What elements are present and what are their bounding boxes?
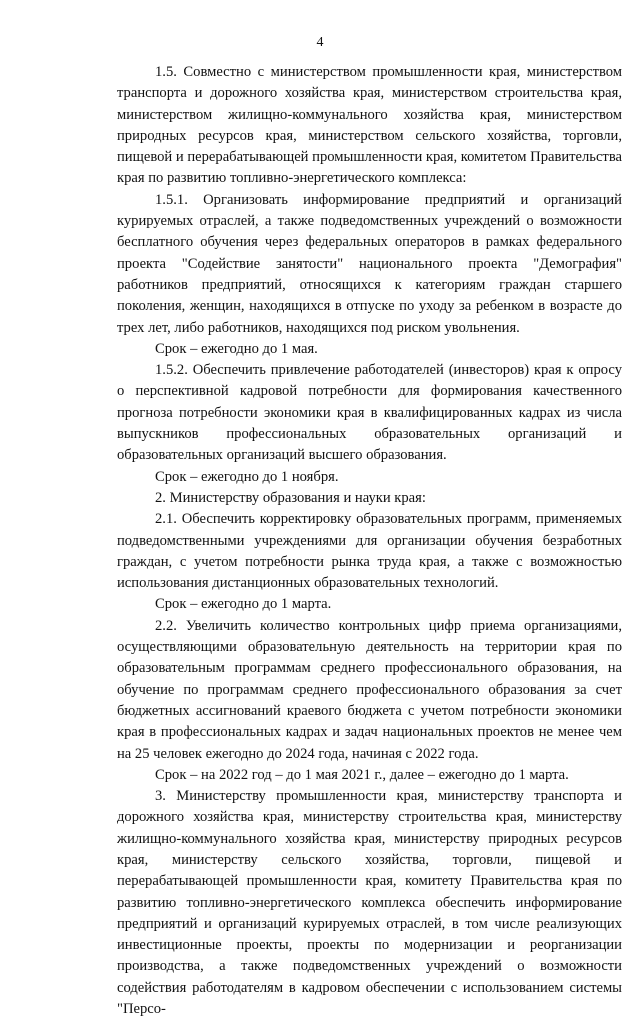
paragraph-1-5-1: 1.5.1. Организовать информирование предприятий и организаций курируемых отраслей, а также подведомственных учреждений о возможности бесплатного обучения через федеральных операторов в рамках федерального проекта "Содействие занятости" национального проекта "Демография" работников предприятий, относящихся к категориям граждан старшего поколения, женщин, находящихся в отпуске по уходу за ребенком в возрасте до трех лет, либо работников, находящихся под риском увольнения. xyxy=(117,191,622,336)
document-body xyxy=(117,62,622,1020)
paragraph-2-1: 2.1. Обеспечить корректировку образовательных программ, применяемых подведомственными учреждениями для организации обучения безработных граждан, с учетом потребности рынка труда края, а также с возможностью использования дистанционных образовательных технологий. xyxy=(117,511,622,592)
deadline-1-5-1: Срок – ежегодно до 1 мая. xyxy=(155,340,318,357)
paragraph-2: 2. Министерству образования и науки края: xyxy=(155,489,426,506)
deadline-1-5-2: Срок – ежегодно до 1 ноября. xyxy=(155,468,339,485)
page-number: 4 xyxy=(316,35,324,50)
paragraph-1-5: 1.5. Совместно с министерством промышленности края, министерством транспорта и дорожного хозяйства края, министерством строительства края, министерством жилищно-коммунального хозяйства края, министерством природных ресурсов края, министерством сельского хозяйства, торговли, пищевой и перерабатывающей промышленности края, комитетом Правительства края по развитию топливно-энергетического комплекса: xyxy=(117,64,622,187)
paragraph-1-5-2: 1.5.2. Обеспечить привлечение работодателей (инвесторов) края к опросу о перспективной кадровой потребности для формирования качественного прогноза потребности экономики края в квалифицированных кадрах из числа выпускников профессиональных образовательных организаций и образовательных организаций высшего образования. xyxy=(117,362,622,464)
deadline-2-1: Срок – ежегодно до 1 марта. xyxy=(155,596,332,613)
paragraph-3: 3. Министерству промышленности края, министерству транспорта и дорожного хозяйства края, министерству строительства края, министерству жилищно-коммунального хозяйства края, министерству природных ресурсов края, министерству сельского хозяйства, торговли, пищевой и перерабатывающей промышленности края, комитету Правительства края по развитию топливно-энергетического комплекса обеспечить информирование предприятий и организаций курируемых отраслей, в том числе реализующих инвестиционные проекты, проекты по модернизации и реорганизации производства, а также подведомственных учреждений о возможности содействия работодателям в кадровом обеспечении с использованием системы "Персо- xyxy=(117,788,622,1018)
deadline-2-2: Срок – на 2022 год – до 1 мая 2021 г., далее – ежегодно до 1 марта. xyxy=(155,766,569,783)
paragraph-2-2: 2.2. Увеличить количество контрольных цифр приема организациями, осуществляющими образовательную деятельность на территории края по образовательным программам среднего профессионального образования, на обучение по программам среднего профессионального образования за счет бюджетных ассигнований краевого бюджета с учетом потребности экономики края в профессиональных кадрах и задач национальных проектов не менее чем на 25 человек ежегодно до 2024 года, начиная с 2022 года. xyxy=(117,617,622,762)
